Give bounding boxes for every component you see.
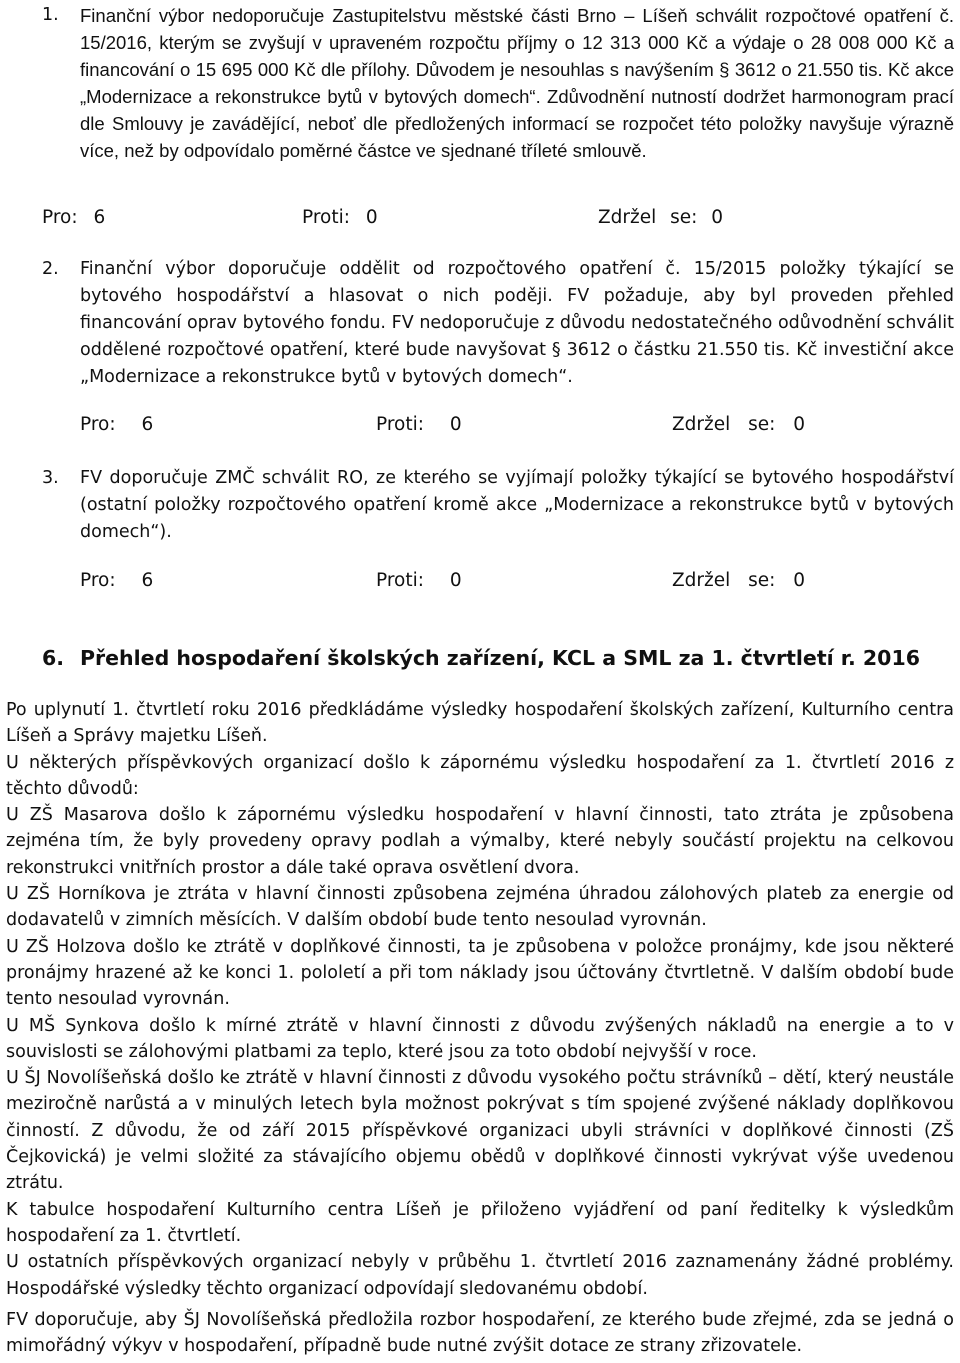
vote-zdrzel: Zdržel se: 0	[672, 570, 806, 591]
vote-zdrzel: Zdržel se: 0	[672, 414, 806, 435]
paragraph: FV doporučuje, aby ŠJ Novolíšeňská předložila rozbor hospodaření, ze kterého bude zřejmé, zda se jedná o mimořádný výkyv v hospodaření, případně bude nutné zvýšit dotace ze strany zřizovatele.	[6, 1310, 954, 1357]
resolution-item-2	[0, 256, 954, 391]
vote-pro: Pro: 6	[80, 570, 154, 591]
paragraph: U některých příspěvkových organizací došlo k zápornému výsledku hospodaření za 1. čtvrtletí 2016 z těchto důvodů:	[6, 752, 954, 799]
paragraph: U ZŠ Masarova došlo k zápornému výsledku hospodaření v hlavní činnosti, tato ztráta je způsobena zejména tím, že byly provedeny opravy podlah a výmalby, které nebyly součástí projektu na celkovou rekonstrukci vnitřních prostor a dále také oprava osvětlení dvora.	[6, 805, 954, 878]
item-text: Finanční výbor nedoporučuje Zastupitelstvu městské části Brno – Líšeň schválit rozpočtové opatření č. 15/2016, kterým se zvyšují v upraveném rozpočtu příjmy o 12 313 000 Kč a výdaje o 28 008 000 Kč a financování o 15 695 000 Kč dle přílohy. Důvodem je nesouhlas s navýšením § 3612 o 21.550 tis. Kč akce „Modernizace a rekonstrukce bytů v bytových domech“. Zdůvodnění nutností dodržet harmonogram prací dle Smlouvy je zavádějící, neboť dle předložených informací se rozpočet této položky navyšuje výrazně více, než by odpovídalo poměrné částce ve sjednané tříleté smlouvě.	[80, 5, 954, 161]
section-number: 6.	[42, 646, 65, 670]
paragraph: Po uplynutí 1. čtvrtletí roku 2016 předkládáme výsledky hospodaření školských zařízení, Kulturního centra Líšeň a Správy majetku Líšeň.	[6, 700, 954, 747]
paragraph: U ZŠ Holzova došlo ke ztrátě v doplňkové činnosti, ta je způsobena v položce pronájmy, kde jsou některé pronájmy hrazené až ke konci 1. pololetí a při tom náklady jsou účtovány čtvrtletně. V dalším období bude tento nesoulad vyrovnán.	[6, 936, 954, 1010]
item-text: FV doporučuje ZMČ schválit RO, ze kterého se vyjímají položky týkající se bytového hospodářství (ostatní položky rozpočtového opatření kromě akce „Modernizace a rekonstrukce bytů v bytových domech“).	[80, 468, 954, 542]
paragraph: K tabulce hospodaření Kulturního centra Líšeň je přiloženo vyjádření od paní ředitelky k výsledkům hospodaření za 1. čtvrtletí.	[6, 1199, 954, 1246]
paragraph: U ostatních příspěvkových organizací nebyly v průběhu 1. čtvrtletí 2016 zaznamenány žádné problémy. Hospodářské výsledky těchto organizací odpovídají sledovanému období.	[6, 1252, 954, 1299]
vote-proti: Proti: 0	[302, 207, 378, 228]
item-number: 3.	[42, 468, 59, 488]
paragraph: U ZŠ Horníkova je ztráta v hlavní činnosti způsobena zejména úhradou zálohových plateb za energie od dodavatelů v zimních měsících. V dalším období bude tento nesoulad vyrovnán.	[6, 884, 954, 931]
section-body	[6, 697, 954, 1302]
resolution-item-1	[0, 2, 954, 164]
vote-pro: Pro: 6	[42, 207, 106, 228]
vote-proti: Proti: 0	[376, 570, 462, 591]
section-heading	[42, 646, 920, 670]
vote-zdrzel: Zdržel se: 0	[598, 207, 724, 228]
item-number: 2.	[42, 259, 59, 279]
paragraph: U MŠ Synkova došlo k mírné ztrátě v hlavní činnosti z důvodu zvýšených nákladů na energie a to v souvislosti se zálohovými platbami za teplo, které jsou za toto období nejvyšší v roce.	[6, 1015, 954, 1062]
vote-proti: Proti: 0	[376, 414, 462, 435]
closing-paragraph	[6, 1307, 954, 1360]
item-number: 1.	[42, 5, 59, 25]
item-text: Finanční výbor doporučuje oddělit od rozpočtového opatření č. 15/2015 položky týkající se bytového hospodářství a hlasovat o nich poději. FV požaduje, aby byl proveden přehled financování oprav bytového fondu. FV nedoporučuje z důvodu nedostatečného odůvodnění schválit oddělené rozpočtové opatření, které bude navyšovat § 3612 o částku 21.550 tis. Kč investiční akce „Modernizace a rekonstrukce bytů v bytových domech“.	[80, 259, 954, 387]
paragraph: U ŠJ Novolíšeňská došlo ke ztrátě v hlavní činnosti z důvodu vysokého počtu strávníků – dětí, který neustále meziročně narůstá a v minulých letech byla možnost pokrývat s tím spojené zvýšené náklady doplňkovou činností. Z důvodu, že od září 2015 příspěvkové organizaci ubyli strávníci v doplňkové činnosti (ZŠ Čejkovická) je velmi složité za stávajícího objemu obědů v doplňkové činnosti vykrývat výše uvedenou ztrátu.	[6, 1068, 954, 1194]
vote-pro: Pro: 6	[80, 414, 154, 435]
section-title: Přehled hospodaření školských zařízení, KCL a SML za 1. čtvrtletí r. 2016	[80, 646, 920, 670]
resolution-item-3	[0, 465, 954, 546]
